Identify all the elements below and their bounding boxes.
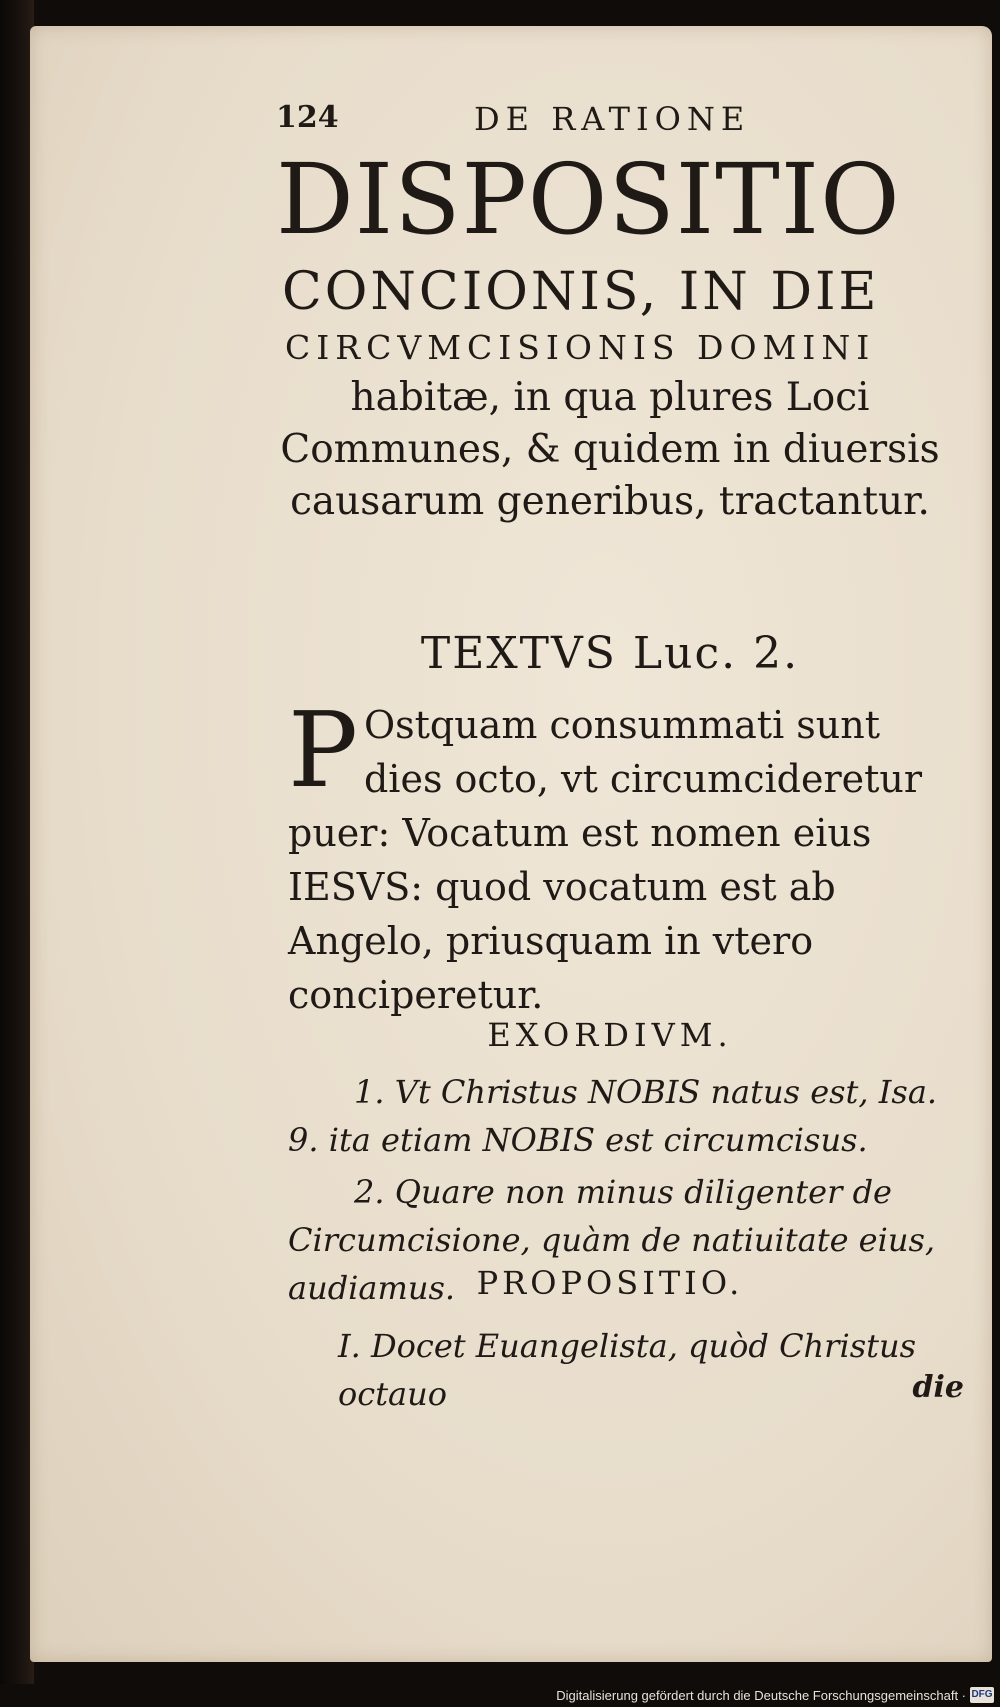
propositio-heading: PROPOSITIO. — [476, 1264, 744, 1302]
funding-credit: Digitalisierung gefördert durch die Deutsche Forschungsgemeinschaft · — [556, 1688, 966, 1703]
textus-body — [288, 689, 960, 1022]
title-line-3: CIRCVMCISIONIS DOMINI — [285, 328, 876, 367]
exordium-item-1: 1. Vt Christus NOBIS natus est, Isa. 9. ita etiam NOBIS est circumcisus. — [288, 1073, 938, 1159]
book-gutter-shadow — [0, 0, 34, 1707]
main-title: DISPOSITIO — [276, 143, 901, 256]
drop-cap: P — [288, 689, 358, 811]
page-number: 124 — [276, 100, 339, 135]
textus-heading: TEXTVS Luc. 2. — [420, 628, 800, 679]
exordium-item-2: 2. Quare non minus diligenter de Circumcisione, quàm de natiuitate eius, audiamus. — [288, 1173, 936, 1307]
title-subtitle: habitæ, in qua plures Loci Communes, & quidem in diuersis causarum generibus, tractantur. — [280, 375, 940, 524]
running-head — [276, 100, 776, 144]
exordium-heading: EXORDIVM. — [487, 1016, 733, 1054]
catchword: die — [912, 1370, 964, 1405]
title-line-2: CONCIONIS, IN DIE — [282, 262, 880, 322]
propositio-item-1: I. Docet Euangelista, quòd Christus octauo — [338, 1327, 916, 1413]
running-title: DE RATIONE — [474, 100, 751, 138]
dfg-logo-icon: DFG — [970, 1687, 994, 1703]
textus-text: Ostquam consummati sunt dies octo, vt circumcideretur puer: Vocatum est nomen eius IESVS: quod vocatum est ab Angelo, priusquam in vtero conciperetur. — [288, 703, 923, 1017]
